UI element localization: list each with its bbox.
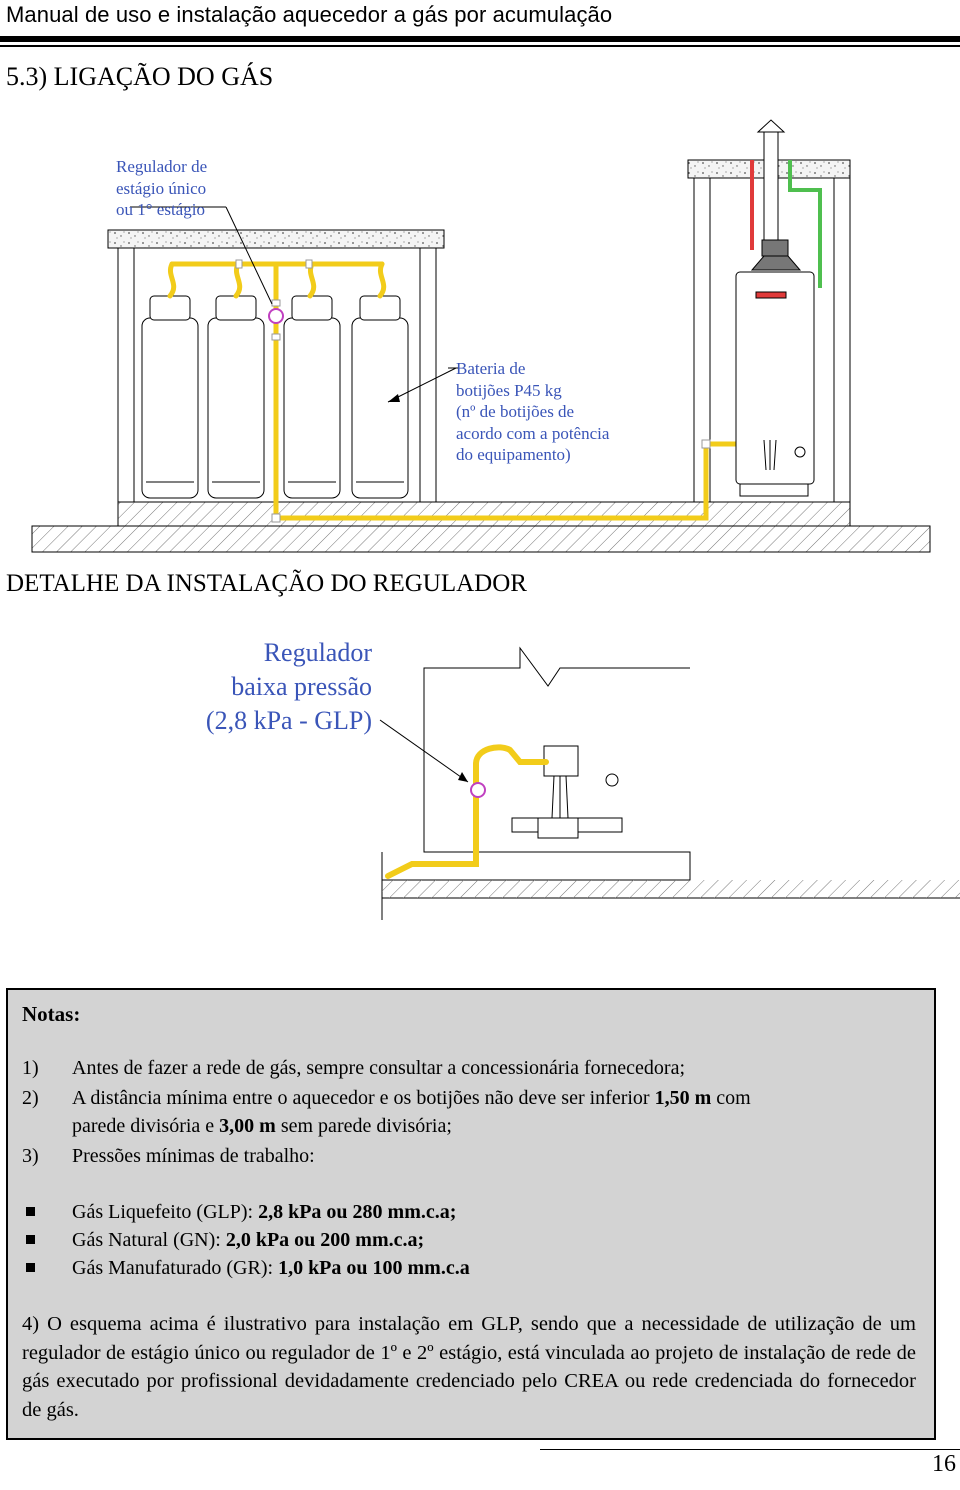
battery-label-line: botijões P45 kg [456, 380, 562, 400]
note-text [72, 1112, 922, 1140]
pressure-value: 2,0 kPa ou 200 mm.c.a; [225, 1229, 425, 1251]
battery-label [456, 358, 609, 466]
note-text-part: sem parede divisória; [275, 1115, 452, 1137]
pressure-label: Gás Manufaturado (GR): [72, 1257, 279, 1279]
battery-label-line: acordo com a potência [456, 423, 610, 443]
min-distance-without-wall: 3,00 m [219, 1115, 276, 1137]
document-header: Manual de uso e instalação aquecedor a gás por acumulação [6, 2, 613, 27]
battery-label-line: do equipamento) [456, 445, 571, 464]
pressure-label: Gás Natural (GN): [72, 1229, 226, 1251]
note-number: 1) [22, 1057, 39, 1079]
detail-label-line: baixa pressão [231, 672, 372, 701]
battery-label-line: (nº de botijões de [456, 402, 575, 421]
pressure-label: Gás Liquefeito (GLP): [72, 1201, 259, 1223]
min-distance-with-wall: 1,50 m [654, 1087, 712, 1109]
note-text-part: A distância mínima entre o aquecedor e os botijões não deve ser inferior [72, 1087, 655, 1109]
detail-gas-pipe [388, 747, 546, 876]
room-wall-right [834, 178, 850, 502]
note-item-2 [8, 1084, 934, 1142]
detail-title: DETALHE DA INSTALAÇÃO DO REGULADOR [6, 570, 527, 597]
note-text-part: parede divisória e [72, 1115, 220, 1137]
notes-title: Notas: [22, 1002, 81, 1026]
regulator-label-line: ou 1° estágio [116, 200, 205, 219]
bullet-icon [26, 1207, 35, 1216]
detail-drawing [382, 648, 960, 920]
notes-box [6, 988, 936, 1440]
note-text: Pressões mínimas de trabalho: [72, 1145, 315, 1167]
regulator-label-line: Regulador de [116, 157, 208, 176]
shelter-wall-left [118, 248, 134, 502]
detail-floor-hatch [382, 880, 960, 898]
note-text: Antes de fazer a rede de gás, sempre consultar a concessionária fornecedora; [72, 1057, 686, 1079]
pressure-value: 2,8 kPa ou 280 mm.c.a; [258, 1201, 457, 1223]
regulator-leader-line [226, 207, 272, 304]
detail-label-line: Regulador [263, 638, 372, 667]
bullet-icon [26, 1263, 35, 1272]
ground-slab [32, 526, 930, 552]
regulator-label [116, 156, 207, 221]
first-stage-regulator-icon [269, 309, 283, 323]
note-text-part: com [711, 1087, 751, 1109]
pressure-value: 1,0 kPa ou 100 mm.c.a [278, 1257, 470, 1279]
page-number: 16 [932, 1451, 956, 1477]
low-pressure-regulator-label [206, 636, 372, 738]
note-number: 2) [22, 1087, 39, 1109]
regulator-label-line: estágio único [116, 178, 207, 198]
bullet-icon [26, 1235, 35, 1244]
footer-rule [540, 1449, 960, 1450]
shelter-roof [108, 230, 444, 248]
floor-base [118, 502, 850, 526]
low-pressure-regulator-icon [471, 783, 485, 797]
note-item-4: 4) O esquema acima é ilustrativo para instalação em GLP, sendo que a necessidade de utilização de um regulador de estágio único ou regulador de 1º e 2º estágio, está vinculada ao projeto de instalação de rede de gás executado por profissional devidadamente credenciado pelo CREA ou rede credenciada do fornecedor de gás. [22, 1313, 916, 1421]
note-text [72, 1084, 922, 1112]
detail-label-line: (2,8 kPa - GLP) [205, 706, 372, 735]
section-title: 5.3) LIGAÇÃO DO GÁS [6, 62, 274, 91]
note-number: 3) [22, 1145, 39, 1167]
battery-label-line: Bateria de [456, 359, 526, 378]
shelter-wall-right [420, 248, 436, 502]
